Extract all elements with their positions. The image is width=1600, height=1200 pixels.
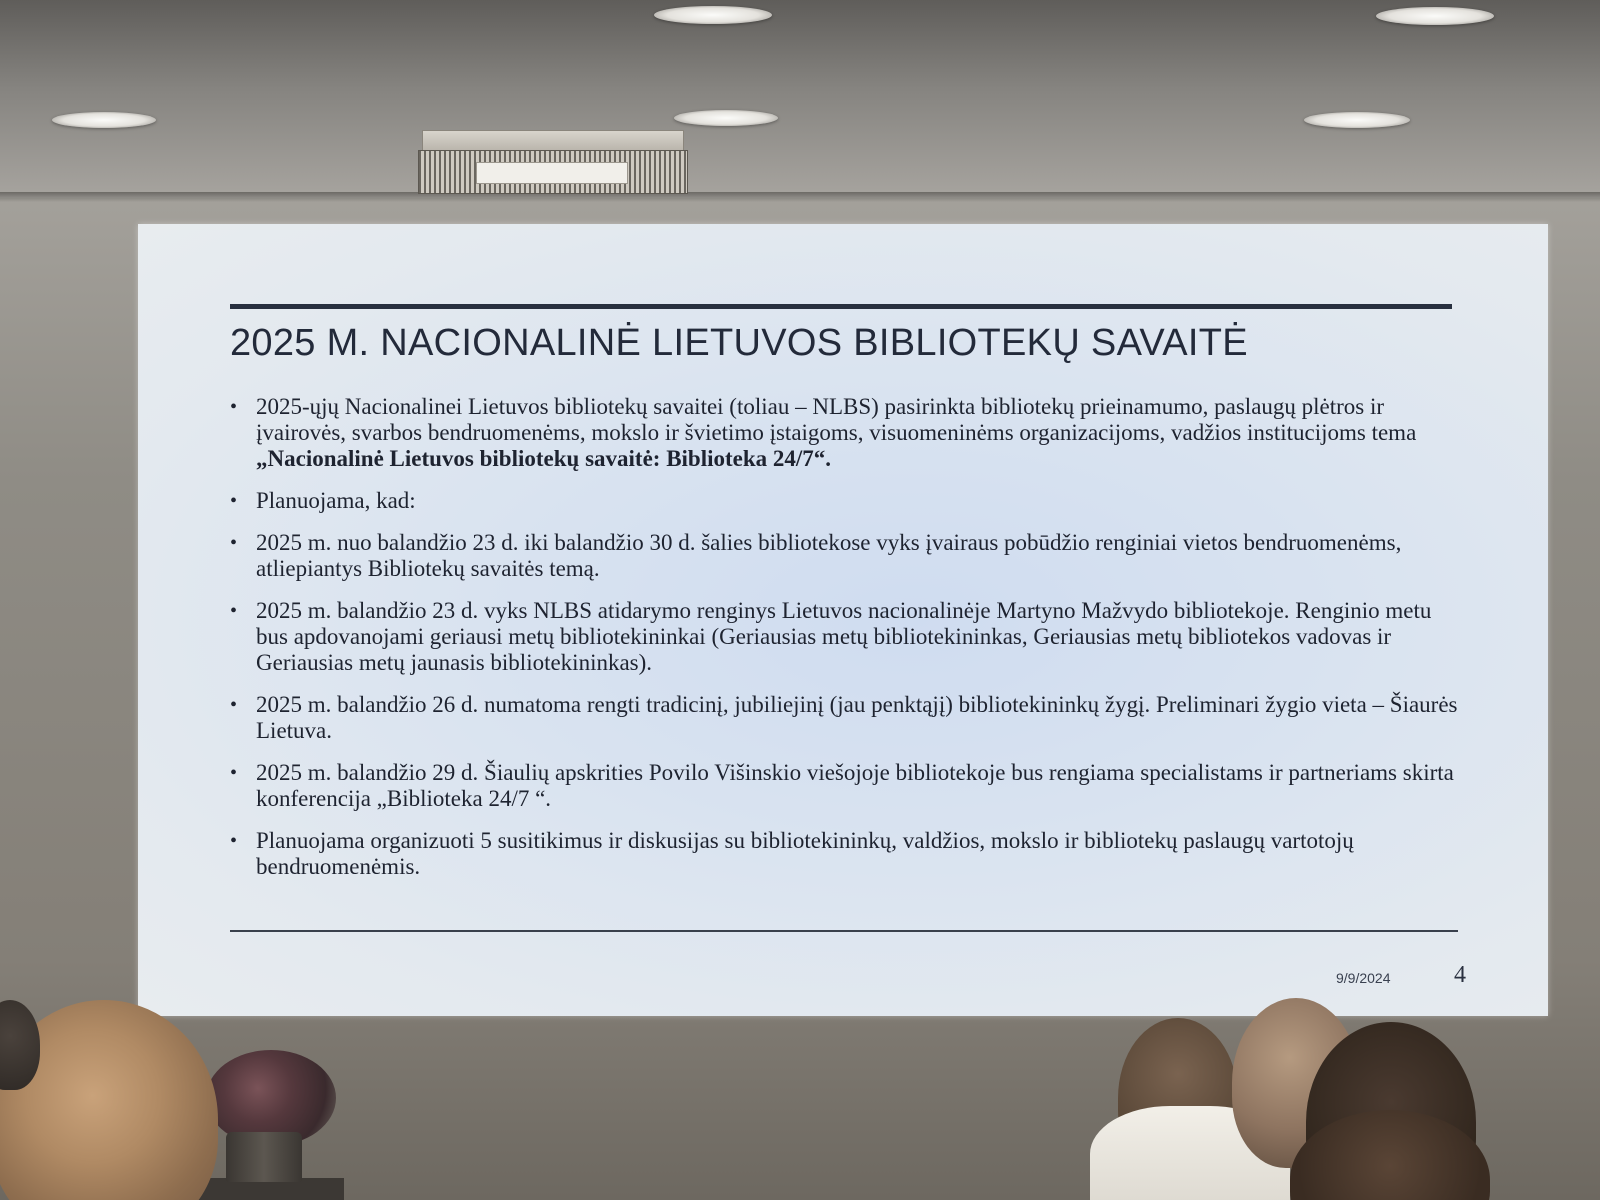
bullet-item bbox=[230, 598, 1460, 676]
bullet-item bbox=[230, 692, 1460, 744]
slide-title: 2025 M. NACIONALINĖ LIETUVOS BIBLIOTEKŲ SAVAITĖ bbox=[230, 322, 1248, 364]
bullet-glyph: • bbox=[230, 490, 238, 512]
bullet-item bbox=[230, 488, 1460, 514]
bullet-item bbox=[230, 760, 1460, 812]
bullet-glyph: • bbox=[230, 600, 238, 622]
ceiling-light bbox=[1376, 7, 1494, 25]
ceiling-light bbox=[52, 112, 156, 128]
projector-panel bbox=[476, 162, 628, 184]
bullet-text: 2025-ųjų Nacionalinei Lietuvos bibliotekų savaitei (toliau – NLBS) pasirinkta bibliotekų prieinamumo, paslaugų plėtros ir įvairovės, svarbos bendruomenėms, mokslo ir švietimo įstaigoms, visuomeninėms organizacijoms, vadžios institucijoms tema bbox=[256, 394, 1417, 445]
bullet-bold-text: „Nacionalinė Lietuvos bibliotekų savaitė: Biblioteka 24/7“. bbox=[256, 446, 832, 471]
ceiling-light bbox=[674, 110, 778, 126]
bullet-glyph: • bbox=[230, 830, 238, 852]
slide-date: 9/9/2024 bbox=[1336, 970, 1391, 986]
ceiling-light bbox=[654, 6, 772, 24]
footer-rule bbox=[230, 930, 1458, 932]
bullet-text: 2025 m. nuo balandžio 23 d. iki balandžio 30 d. šalies bibliotekose vyks įvairaus pobūdžio renginiai vietos bendruomenėms, atliepiantys Bibliotekų savaitės temą. bbox=[256, 530, 1402, 581]
bullet-item bbox=[230, 828, 1460, 880]
projector-housing bbox=[422, 130, 684, 152]
flower-vase bbox=[226, 1132, 302, 1182]
bullet-glyph: • bbox=[230, 762, 238, 784]
bullet-text: 2025 m. balandžio 29 d. Šiaulių apskrities Povilo Višinskio viešojoje bibliotekoje bus rengiama specialistams ir partneriams skirta konferencija „Biblioteka 24/7 “. bbox=[256, 760, 1454, 811]
ceiling-light bbox=[1304, 112, 1410, 128]
bullet-list bbox=[230, 394, 1460, 896]
bullet-text: 2025 m. balandžio 26 d. numatoma rengti tradicinį, jubiliejinį (jau penktąjį) bibliotekininkų žygį. Preliminari žygio vieta – Šiaurės Lietuva. bbox=[256, 692, 1458, 743]
bullet-text: 2025 m. balandžio 23 d. vyks NLBS atidarymo renginys Lietuvos nacionalinėje Martyno Mažvydo bibliotekoje. Renginio metu bus apdovanojami geriausi metų bibliotekininkai (Geriausias metų bibliotekininkas, Geriausias metų bibliotekos vadovas ir Geriausias metų jaunasis bibliotekininkas). bbox=[256, 598, 1432, 675]
slide-number: 4 bbox=[1454, 962, 1466, 988]
ceiling-edge bbox=[0, 192, 1600, 202]
bullet-item bbox=[230, 394, 1460, 472]
bullet-text: Planuojama, kad: bbox=[256, 488, 416, 513]
audience-head bbox=[0, 1000, 40, 1090]
ceiling bbox=[0, 0, 1600, 198]
bullet-item bbox=[230, 530, 1460, 582]
bullet-glyph: • bbox=[230, 532, 238, 554]
title-rule bbox=[230, 304, 1452, 309]
projection-screen bbox=[138, 224, 1548, 1016]
bullet-glyph: • bbox=[230, 396, 238, 418]
bullet-glyph: • bbox=[230, 694, 238, 716]
bullet-text: Planuojama organizuoti 5 susitikimus ir diskusijas su bibliotekininkų, valdžios, mokslo ir bibliotekų paslaugų vartotojų bendruomenėmis. bbox=[256, 828, 1354, 879]
projector bbox=[418, 130, 686, 192]
